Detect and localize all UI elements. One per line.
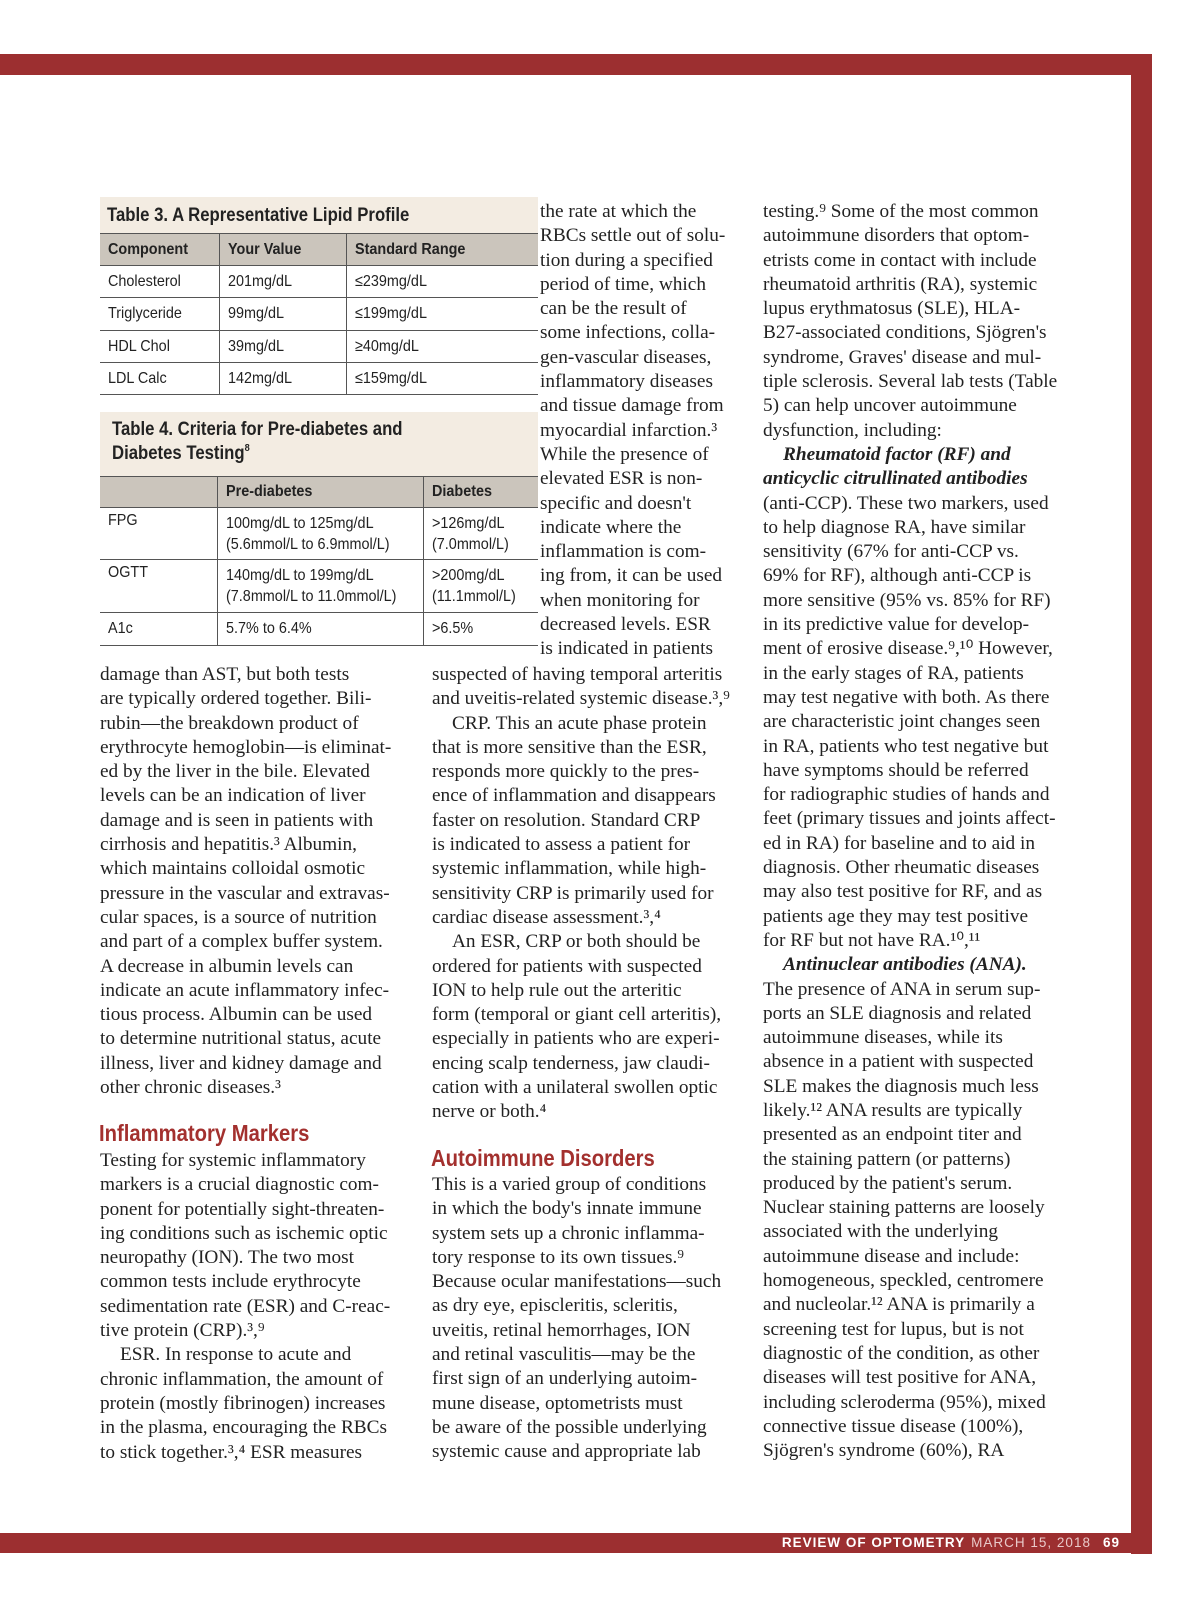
text-line: is indicated in patients xyxy=(540,638,713,660)
text-line: B27-associated conditions, Sjögren's xyxy=(763,322,1047,344)
text-line: etrists come in contact with include xyxy=(763,249,1037,271)
footer-page-number: 69 xyxy=(1102,1535,1120,1550)
text-line: testing.⁹ Some of the most common xyxy=(763,201,1039,222)
text-line: that is more sensitive than the ESR, xyxy=(432,736,707,758)
text-line: the staining pattern (or patterns) xyxy=(763,1148,1011,1170)
text-line: ESR. In response to acute and xyxy=(120,1344,352,1366)
text-line: damage and is seen in patients with xyxy=(100,809,374,831)
table-cell: LDL Calc xyxy=(108,369,167,387)
column-3-body xyxy=(763,200,1057,1463)
text-line: autoimmune disease and include: xyxy=(763,1245,1020,1267)
table-3-header: Your Value xyxy=(219,234,346,266)
text-line: nerve or both.⁴ xyxy=(432,1101,547,1123)
table-4-header: Diabetes xyxy=(423,477,538,508)
text-line: ing conditions such as ischemic optic xyxy=(100,1222,388,1244)
text-line: in its predictive value for develop- xyxy=(763,614,1030,636)
text-line: anticyclic citrullinated antibodies xyxy=(763,468,1028,490)
text-line: feet (primary tissues and joints affect- xyxy=(763,808,1056,830)
text-line: first sign of an underlying autoim- xyxy=(432,1368,698,1390)
column-1-section xyxy=(100,1149,390,1465)
text-line: are typically ordered together. Bili- xyxy=(100,688,372,710)
text-line: 69% for RF), although anti-CCP is xyxy=(763,565,1032,587)
text-line: levels can be an indication of liver xyxy=(100,785,366,807)
text-line: 5) can help uncover autoimmune xyxy=(763,395,1017,417)
text-line: form (temporal or giant cell arteritis), xyxy=(432,1004,722,1026)
text-line: when monitoring for xyxy=(540,589,700,611)
table-cell: 5.7% to 6.4% xyxy=(225,620,312,637)
text-line: SLE makes the diagnosis much less xyxy=(763,1075,1039,1097)
text-line: cardiac disease assessment.³,⁴ xyxy=(432,906,661,928)
text-line: Sjögren's syndrome (60%), RA xyxy=(763,1440,1005,1462)
text-line: (anti-CCP). These two markers, used xyxy=(763,492,1049,514)
table-cell: A1c xyxy=(108,620,133,637)
text-line: syndrome, Graves' disease and mul- xyxy=(763,346,1042,368)
text-line: the rate at which the xyxy=(540,201,697,222)
text-line: and tissue damage from xyxy=(540,395,724,417)
text-line: diseases will test positive for ANA, xyxy=(763,1367,1037,1389)
text-line: absence in a patient with suspected xyxy=(763,1051,1034,1073)
text-line: mune disease, optometrists must xyxy=(432,1392,683,1414)
heading-autoimmune-disorders: Autoimmune Disorders xyxy=(431,1145,655,1171)
text-line: ordered for patients with suspected xyxy=(432,955,702,977)
text-line: especially in patients who are experi- xyxy=(432,1028,720,1050)
text-line: to help diagnose RA, have similar xyxy=(763,516,1026,538)
text-line: ing from, it can be used xyxy=(540,565,723,587)
text-line: ION to help rule out the arteritic xyxy=(432,979,682,1001)
text-line: to stick together.³,⁴ ESR measures xyxy=(100,1441,363,1463)
heading-inflammatory-markers: Inflammatory Markers xyxy=(99,1120,310,1146)
text-line: ponent for potentially sight-threaten- xyxy=(100,1198,385,1220)
text-line: likely.¹² ANA results are typically xyxy=(763,1099,1023,1121)
table-3 xyxy=(100,197,538,393)
text-line: uveitis, retinal hemorrhages, ION xyxy=(432,1319,691,1341)
text-line: tive protein (CRP).³,⁹ xyxy=(100,1320,265,1342)
text-line: dysfunction, including: xyxy=(763,419,942,441)
table-4-header xyxy=(100,477,217,508)
text-line: pressure in the vascular and extravas- xyxy=(100,882,390,904)
text-line: indicate an acute inflammatory infec- xyxy=(100,979,390,1001)
table-cell: HDL Chol xyxy=(108,337,170,355)
table-3-title: Table 3. A Representative Lipid Profile xyxy=(107,205,410,226)
table-3-header: Component xyxy=(100,234,219,266)
text-line: system sets up a chronic inflamma- xyxy=(432,1222,705,1244)
text-line: chronic inflammation, the amount of xyxy=(100,1368,384,1390)
table-cell: 39mg/dL xyxy=(227,337,284,355)
text-line: and retinal vasculitis—may be the xyxy=(432,1344,696,1366)
table-3-grid xyxy=(100,233,538,395)
text-line: systemic cause and appropriate lab xyxy=(432,1441,701,1463)
text-line: rheumatoid arthritis (RA), systemic xyxy=(763,273,1038,295)
text-line: ports an SLE diagnosis and related xyxy=(763,1002,1032,1024)
text-line: ed in RA) for baseline and to aid in xyxy=(763,832,1036,854)
text-line: Because ocular manifestations—such xyxy=(432,1271,722,1293)
text-line: homogeneous, speckled, centromere xyxy=(763,1270,1044,1292)
text-line: illness, liver and kidney damage and xyxy=(100,1052,382,1074)
text-line: This is a varied group of conditions xyxy=(432,1174,707,1195)
text-line: erythrocyte hemoglobin—is eliminat- xyxy=(100,736,392,758)
text-line: may test negative with both. As there xyxy=(763,686,1050,708)
page-frame-top xyxy=(0,54,1152,75)
text-line: A decrease in albumin levels can xyxy=(100,955,354,977)
text-line: ment of erosive disease.⁹,¹⁰ However, xyxy=(763,638,1053,660)
text-line: produced by the patient's serum. xyxy=(763,1172,1013,1194)
table-cell: ≤159mg/dL xyxy=(354,369,427,387)
text-line: to determine nutritional status, acute xyxy=(100,1028,382,1050)
text-line: for RF but not have RA.¹⁰,¹¹ xyxy=(763,929,981,951)
table-row xyxy=(100,508,538,560)
text-line: as dry eye, episcleritis, scleritis, xyxy=(432,1295,678,1317)
text-line: Testing for systemic inflammatory xyxy=(100,1150,366,1171)
text-line: in which the body's innate immune xyxy=(432,1198,702,1220)
text-line: While the presence of xyxy=(540,443,709,465)
text-line: in the plasma, encouraging the RBCs xyxy=(100,1417,388,1439)
text-line: are characteristic joint changes seen xyxy=(763,711,1041,733)
column-2-top xyxy=(540,200,725,662)
text-line: diagnostic of the condition, as other xyxy=(763,1342,1040,1364)
text-line: tious process. Albumin can be used xyxy=(100,1004,373,1026)
table-row xyxy=(100,613,538,646)
text-line: sedimentation rate (ESR) and C-reac- xyxy=(100,1295,391,1317)
text-line: ed by the liver in the bile. Elevated xyxy=(100,761,370,783)
text-line: specific and doesn't xyxy=(540,492,692,514)
text-line: sensitivity CRP is primarily used for xyxy=(432,882,714,904)
text-line: markers is a crucial diagnostic com- xyxy=(100,1174,379,1196)
text-line: other chronic diseases.³ xyxy=(100,1077,281,1099)
column-1-body xyxy=(100,663,391,1100)
table-cell: ≤239mg/dL xyxy=(354,272,427,290)
text-line: An ESR, CRP or both should be xyxy=(452,931,701,953)
text-line: CRP. This an acute phase protein xyxy=(452,712,707,734)
table-row xyxy=(100,363,538,395)
table-cell: 99mg/dL xyxy=(227,305,284,322)
footer-date: MARCH 15, 2018 xyxy=(971,1535,1091,1550)
text-line: Rheumatoid factor (RF) and xyxy=(783,443,1011,465)
table-cell: FPG xyxy=(108,512,138,529)
text-line: damage than AST, but both tests xyxy=(100,664,350,685)
text-line: Antinuclear antibodies (ANA). xyxy=(783,954,1027,976)
column-2-body xyxy=(432,663,730,1125)
text-line: and uveitis-related systemic disease.³,⁹ xyxy=(432,688,730,710)
text-line: period of time, which xyxy=(540,273,706,295)
text-line: screening test for lupus, but is not xyxy=(763,1318,1024,1340)
text-line: have symptoms should be referred xyxy=(763,759,1029,781)
text-line: be aware of the possible underlying xyxy=(432,1416,707,1438)
text-line: some infections, colla- xyxy=(540,322,716,344)
table-cell: >6.5% xyxy=(431,620,474,637)
text-line: more sensitive (95% vs. 85% for RF) xyxy=(763,589,1051,611)
table-row xyxy=(100,331,538,363)
text-line: gen-vascular diseases, xyxy=(540,346,712,368)
text-line: diagnosis. Other rheumatic diseases xyxy=(763,857,1040,879)
text-line: tiple sclerosis. Several lab tests (Table xyxy=(763,371,1058,393)
table-cell: 201mg/dL xyxy=(227,272,292,290)
text-line: neuropathy (ION). The two most xyxy=(100,1247,354,1269)
text-line: ence of inflammation and disappears xyxy=(432,785,716,807)
text-line: The presence of ANA in serum sup- xyxy=(763,978,1041,1000)
table-4-grid xyxy=(100,476,538,646)
table-row xyxy=(100,560,538,613)
table-cell: 100mg/dL to 125mg/dL (5.6mmol/L to 6.9mmol/L) xyxy=(225,514,390,553)
table-cell: Triglyceride xyxy=(108,305,182,322)
text-line: encing scalp tenderness, jaw claudi- xyxy=(432,1052,710,1074)
text-line: indicate where the xyxy=(540,516,682,538)
text-line: including scleroderma (95%), mixed xyxy=(763,1391,1046,1413)
text-line: and nucleolar.¹² ANA is primarily a xyxy=(763,1294,1035,1316)
text-line: for radiographic studies of hands and xyxy=(763,784,1050,806)
text-line: common tests include erythrocyte xyxy=(100,1271,361,1293)
table-cell: OGTT xyxy=(108,564,148,581)
text-line: decreased levels. ESR xyxy=(540,614,711,636)
text-line: may also test positive for RF, and as xyxy=(763,881,1043,903)
column-2-section xyxy=(432,1173,721,1465)
text-line: RBCs settle out of solu- xyxy=(540,225,726,247)
text-line: suspected of having temporal arteritis xyxy=(432,664,723,685)
text-line: faster on resolution. Standard CRP xyxy=(432,809,701,831)
page-frame-right xyxy=(1131,54,1152,1554)
page-footer xyxy=(0,1533,1120,1553)
table-cell: >126mg/dL (7.0mmol/L) xyxy=(431,514,509,553)
text-line: is indicated to assess a patient for xyxy=(432,834,691,856)
text-line: presented as an endpoint titer and xyxy=(763,1124,1022,1146)
text-line: elevated ESR is non- xyxy=(540,468,703,490)
text-line: autoimmune diseases, while its xyxy=(763,1027,1003,1049)
table-cell: Cholesterol xyxy=(108,272,181,290)
text-line: cirrhosis and hepatitis.³ Albumin, xyxy=(100,834,357,856)
table-4-title: Table 4. Criteria for Pre-diabetes and Diabetes Testing$^8$ xyxy=(112,419,403,464)
table-cell: >200mg/dL (11.1mmol/L) xyxy=(431,567,516,605)
text-line: associated with the underlying xyxy=(763,1221,999,1243)
text-line: connective tissue disease (100%), xyxy=(763,1415,1024,1437)
table-cell: ≤199mg/dL xyxy=(354,305,427,322)
text-line: sensitivity (67% for anti-CCP vs. xyxy=(763,541,1019,563)
text-line: autoimmune disorders that optom- xyxy=(763,225,1030,247)
text-line: myocardial infarction.³ xyxy=(540,419,718,441)
footer-magazine: REVIEW OF OPTOMETRY xyxy=(781,1535,966,1550)
text-line: which maintains colloidal osmotic xyxy=(100,858,366,880)
table-cell: 140mg/dL to 199mg/dL (7.8mmol/L to 11.0mmol/L) xyxy=(225,567,396,605)
text-line: inflammation is com- xyxy=(540,541,706,563)
text-line: in RA, patients who test negative but xyxy=(763,735,1049,757)
text-line: and part of a complex buffer system. xyxy=(100,931,383,953)
text-line: lupus erythmatosus (SLE), HLA- xyxy=(763,298,1021,320)
text-line: tion during a specified xyxy=(540,249,713,271)
table-3-header: Standard Range xyxy=(346,234,538,266)
text-line: responds more quickly to the pres- xyxy=(432,761,700,783)
text-line: cation with a unilateral swollen optic xyxy=(432,1077,718,1099)
text-line: inflammatory diseases xyxy=(540,371,713,393)
table-cell: ≥40mg/dL xyxy=(354,337,419,355)
text-line: rubin—the breakdown product of xyxy=(100,712,359,734)
text-line: systemic inflammation, while high- xyxy=(432,858,707,880)
text-line: in the early stages of RA, patients xyxy=(763,662,1024,684)
table-4 xyxy=(100,412,538,642)
table-row xyxy=(100,298,538,331)
table-cell: 142mg/dL xyxy=(227,369,292,387)
text-line: tory response to its own tissues.⁹ xyxy=(432,1246,685,1268)
text-line: Nuclear staining patterns are loosely xyxy=(763,1197,1045,1219)
text-line: can be the result of xyxy=(540,298,687,320)
text-line: cular spaces, is a source of nutrition xyxy=(100,906,377,928)
text-line: patients age they may test positive xyxy=(763,905,1029,927)
table-4-header: Pre-diabetes xyxy=(217,477,423,508)
table-row xyxy=(100,266,538,298)
text-line: protein (mostly fibrinogen) increases xyxy=(100,1392,386,1414)
